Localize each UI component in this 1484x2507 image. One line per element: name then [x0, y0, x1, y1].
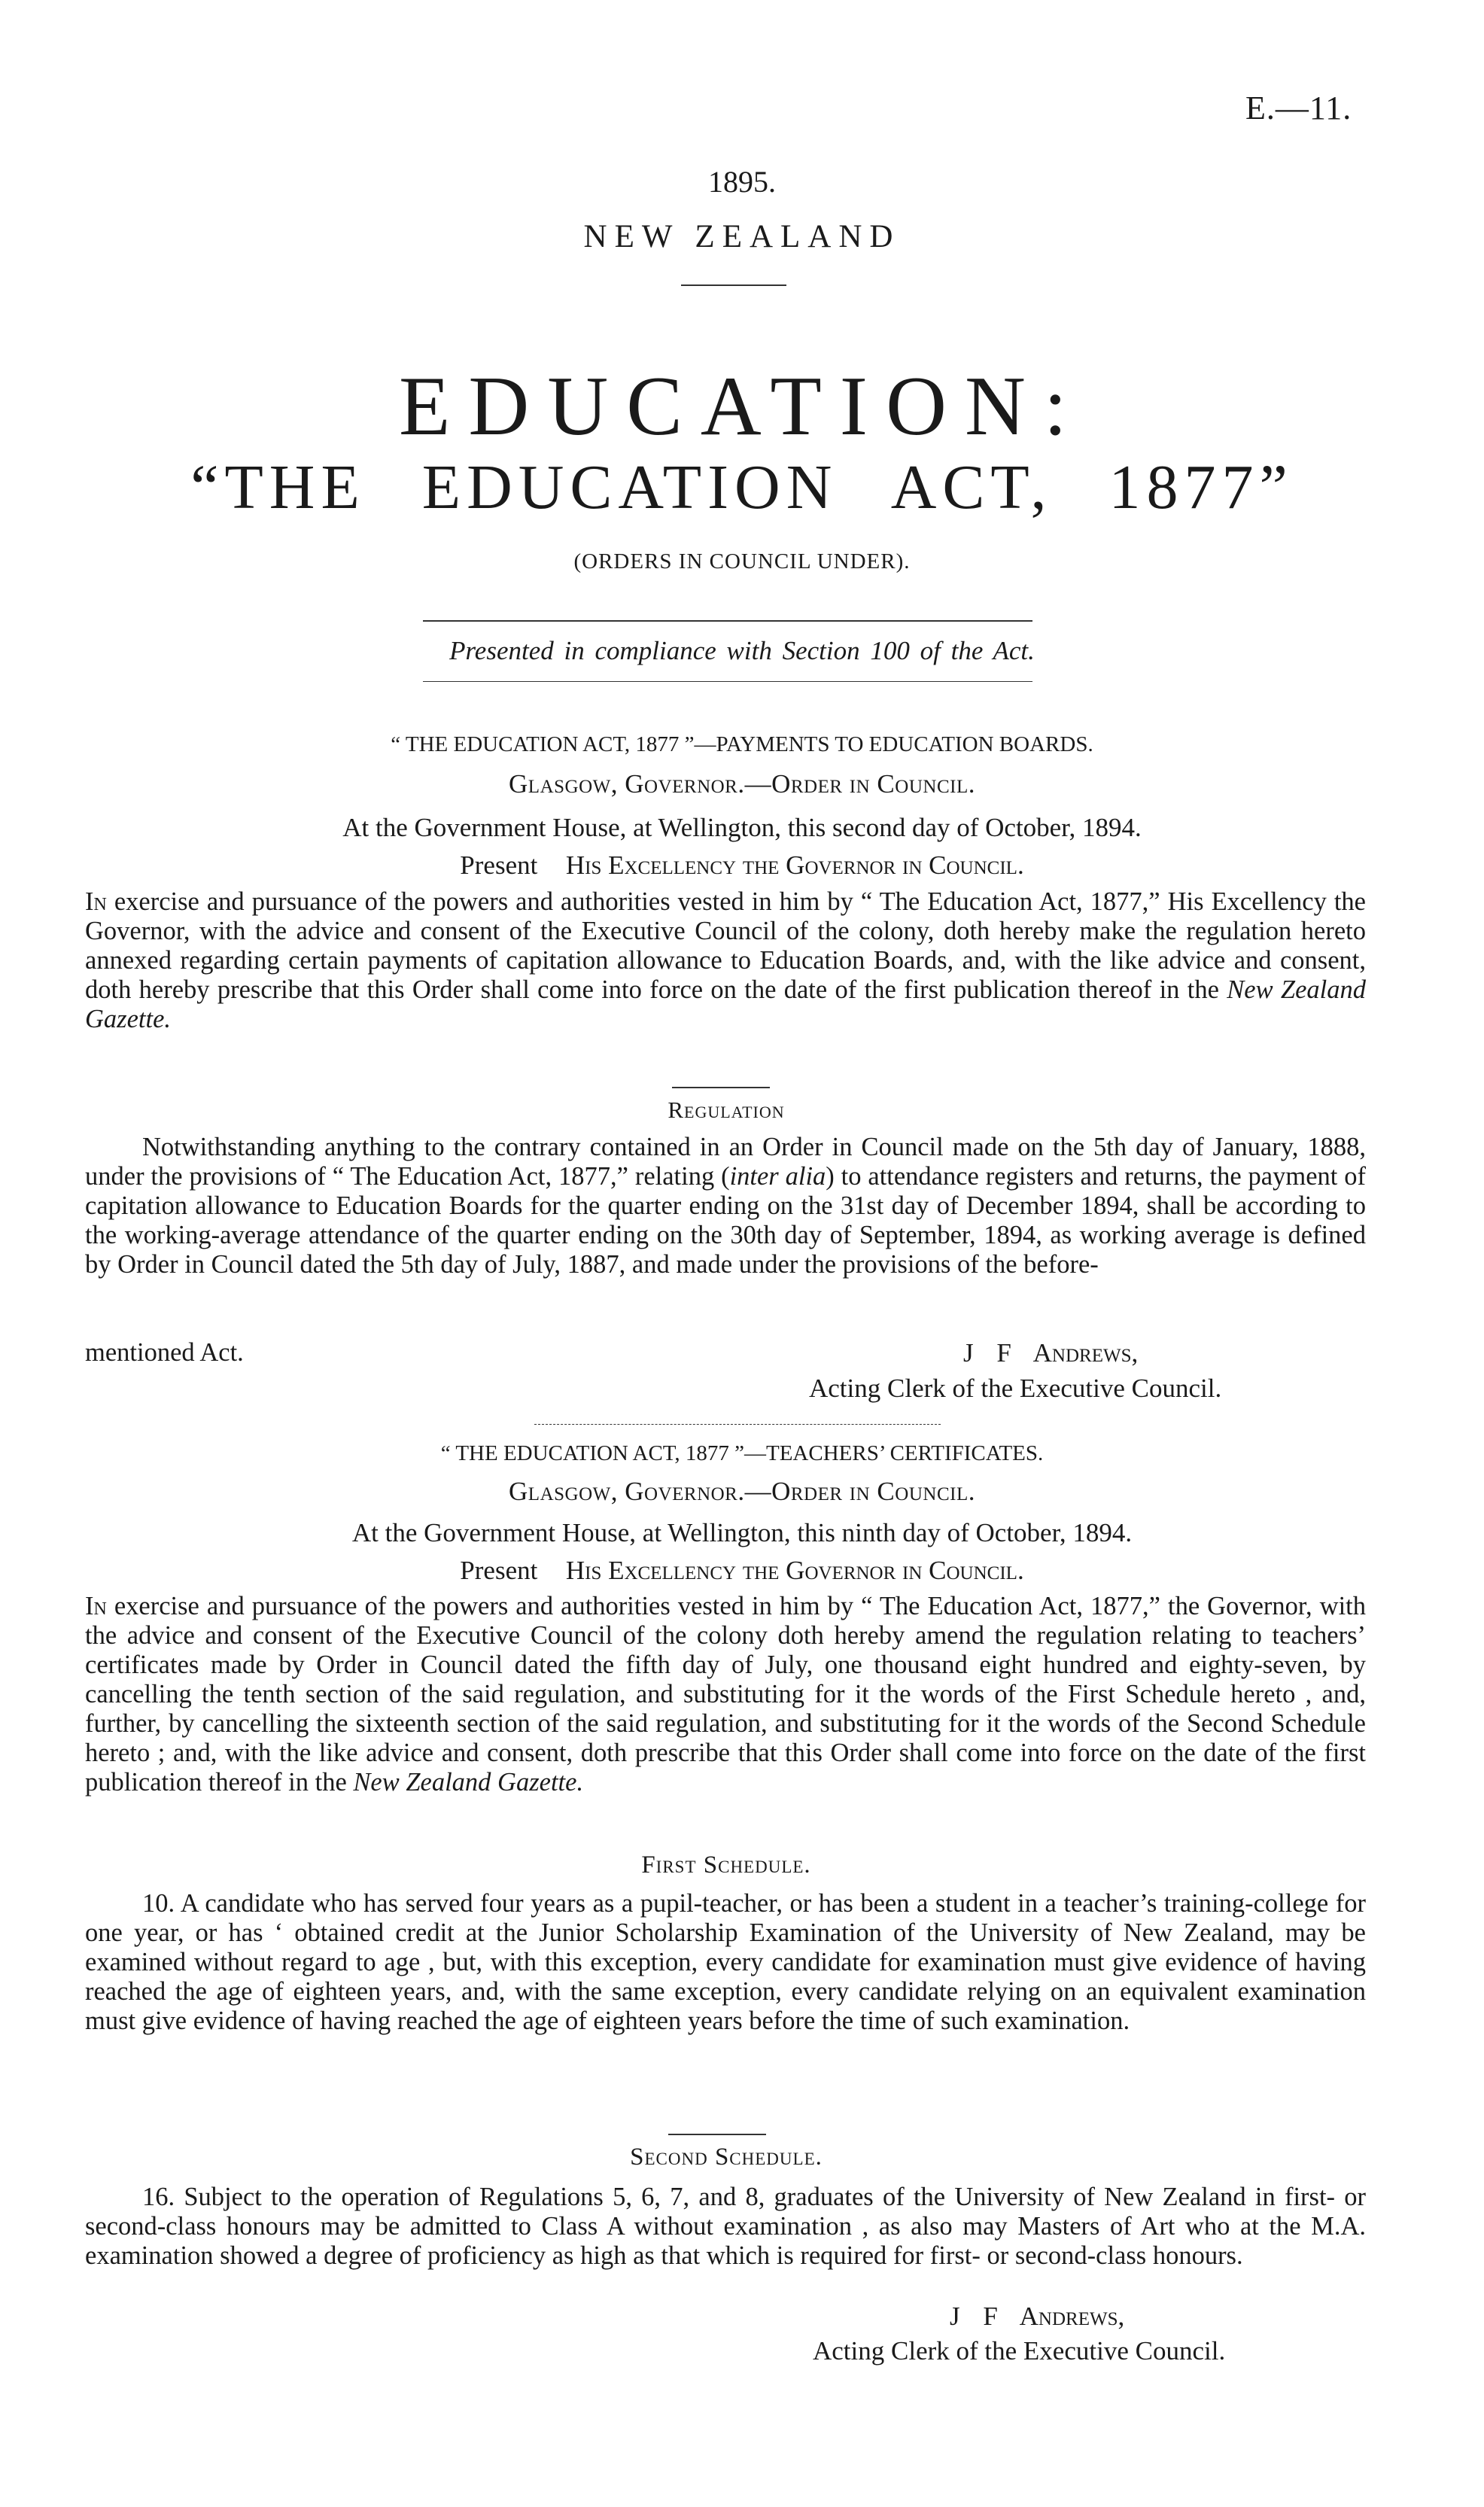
order1-regulation-body — [85, 1133, 1366, 1279]
order1-body — [85, 887, 1366, 1034]
order1-governor-line: Glasgow, Governor.—Order in Council. — [509, 769, 975, 799]
year: 1895. — [708, 165, 776, 199]
order2-signatory-name: J F Andrews, — [950, 2302, 1125, 2331]
order1-regulation-italic: inter alia — [729, 1162, 826, 1191]
order1-regulation-text-a: Notwithstanding anything to the contrary contained in an Order in Council made on the 5th day of January, 1888, under the provisions of “ The Education Act, 1877,” relating ( — [85, 1133, 1366, 1191]
order2-gazette: New Zealand Gazette. — [353, 1768, 584, 1797]
order1-regulation-rule — [672, 1087, 770, 1088]
order2-governor-line: Glasgow, Governor.—Order in Council. — [509, 1477, 975, 1506]
order2-body-text: exercise and pursuance of the powers and authorities vested in him by “ The Education Act, 1877,” the Governor, with the advice and consent of the Executive Council of the colony doth hereby amend the regulation relating to teachers’ certificates made by Order in Council dated the fifth day of July, one thousand eight hundred and eighty-seven, by cancelling the tenth section of the said regulation, and substituting for it the words of the First Schedule hereto , and, further, by cancelling the sixteenth section of the said regulation, and substituting for it the words of the Second Schedule hereto ; and, with the like advice and consent, doth prescribe that this Order shall come into force on the date of the first publication thereof in the — [85, 1592, 1366, 1797]
order1-place-date: At the Government House, at Wellington, this second day of October, 1894. — [342, 813, 1142, 842]
order1-present — [0, 850, 1484, 881]
presented-rule-bottom — [423, 681, 1032, 682]
order1-regulation-text-b: ) to attendance registers and returns, the payment of capitation allowance to Education Boards for the quarter ending on the 31st day of December 1894, shall be according to the working-average attendance of the quarter ending on the 30th day of September, 1894, as working average is defined by Order in Council dated the 5th day of July, 1887, and made under the provisions of the before- — [85, 1162, 1366, 1279]
first-schedule-text: 10. A candidate who has served four years as a pupil-teacher, or has been a student in a teacher’s training-college for one year, or has ‘ obtained credit at the Junior Scholarship Examination of the University of New Zealand, may be examined without regard to age , but, with this exception, every candidate for examination must give evidence of having reached the age of eighteen years, and, with the same exception, every candidate relying on an equivalent examination must give evidence of having reached the age of eighteen years before the time of such examination. — [85, 1889, 1366, 2035]
orders-divider — [534, 1424, 941, 1425]
order1-regulation-heading: Regulation — [667, 1097, 785, 1123]
page-reference: E.—11. — [1245, 90, 1352, 126]
order1-present-who: His Excellency the Governor in Council. — [565, 850, 1024, 880]
first-schedule-heading: First Schedule. — [641, 1851, 811, 1879]
orders-note: (ORDERS IN COUNCIL UNDER). — [573, 549, 911, 574]
main-title: EDUCATION: — [399, 360, 1085, 453]
second-schedule-text: 16. Subject to the operation of Regulations 5, 6, 7, and 8, graduates of the University of New Zealand in first- or second-class honours may be admitted to Class A without examination , as also may Masters of Art who at the M.A. examination showed a degree of proficiency as high as that which is required for first- or second-class honours. — [85, 2183, 1366, 2270]
order1-heading: “ THE EDUCATION ACT, 1877 ”—PAYMENTS TO EDUCATION BOARDS. — [391, 732, 1093, 756]
header-rule — [681, 284, 786, 286]
order2-signatory-title: Acting Clerk of the Executive Council. — [813, 2336, 1226, 2366]
order2-present — [0, 1556, 1484, 1586]
order1-lead-word: In — [85, 887, 107, 916]
presented-rule-top — [423, 620, 1032, 622]
second-schedule-heading: Second Schedule. — [630, 2143, 823, 2171]
presented-note: Presented in compliance with Section 100 of the Act. — [449, 636, 1035, 665]
order1-signatory-name: J F Andrews, — [963, 1338, 1139, 1368]
act-subtitle: “THE EDUCATION ACT, 1877” — [190, 452, 1294, 522]
second-schedule-body — [85, 2183, 1366, 2271]
order2-lead-word: In — [85, 1592, 107, 1620]
schedule-divider — [668, 2134, 766, 2135]
order1-present-label: Present — [460, 850, 538, 880]
order1-regulation-last-line: mentioned Act. — [85, 1338, 244, 1367]
country: NEW ZEALAND — [583, 219, 901, 254]
order1-signatory-title: Acting Clerk of the Executive Council. — [809, 1374, 1222, 1403]
order2-body — [85, 1592, 1366, 1797]
order2-heading: “ THE EDUCATION ACT, 1877 ”—TEACHERS’ CERTIFICATES. — [440, 1441, 1044, 1465]
order2-place-date: At the Government House, at Wellington, this ninth day of October, 1894. — [351, 1518, 1133, 1547]
order1-gazette: New Zealand Gazette. — [85, 975, 1367, 1033]
order2-present-label: Present — [460, 1556, 538, 1585]
order1-body-text: exercise and pursuance of the powers and authorities vested in him by “ The Education Act, 1877,” His Excellency the Governor, with the advice and consent of the Executive Council of the colony, doth hereby make the regulation hereto annexed regarding certain payments of capitation allowance to Education Boards, and, with the like advice and consent, doth hereby prescribe that this Order shall come into force on the date of the first publication thereof in the — [85, 887, 1366, 1004]
order2-present-who: His Excellency the Governor in Council. — [565, 1556, 1024, 1585]
first-schedule-body — [85, 1889, 1366, 2036]
